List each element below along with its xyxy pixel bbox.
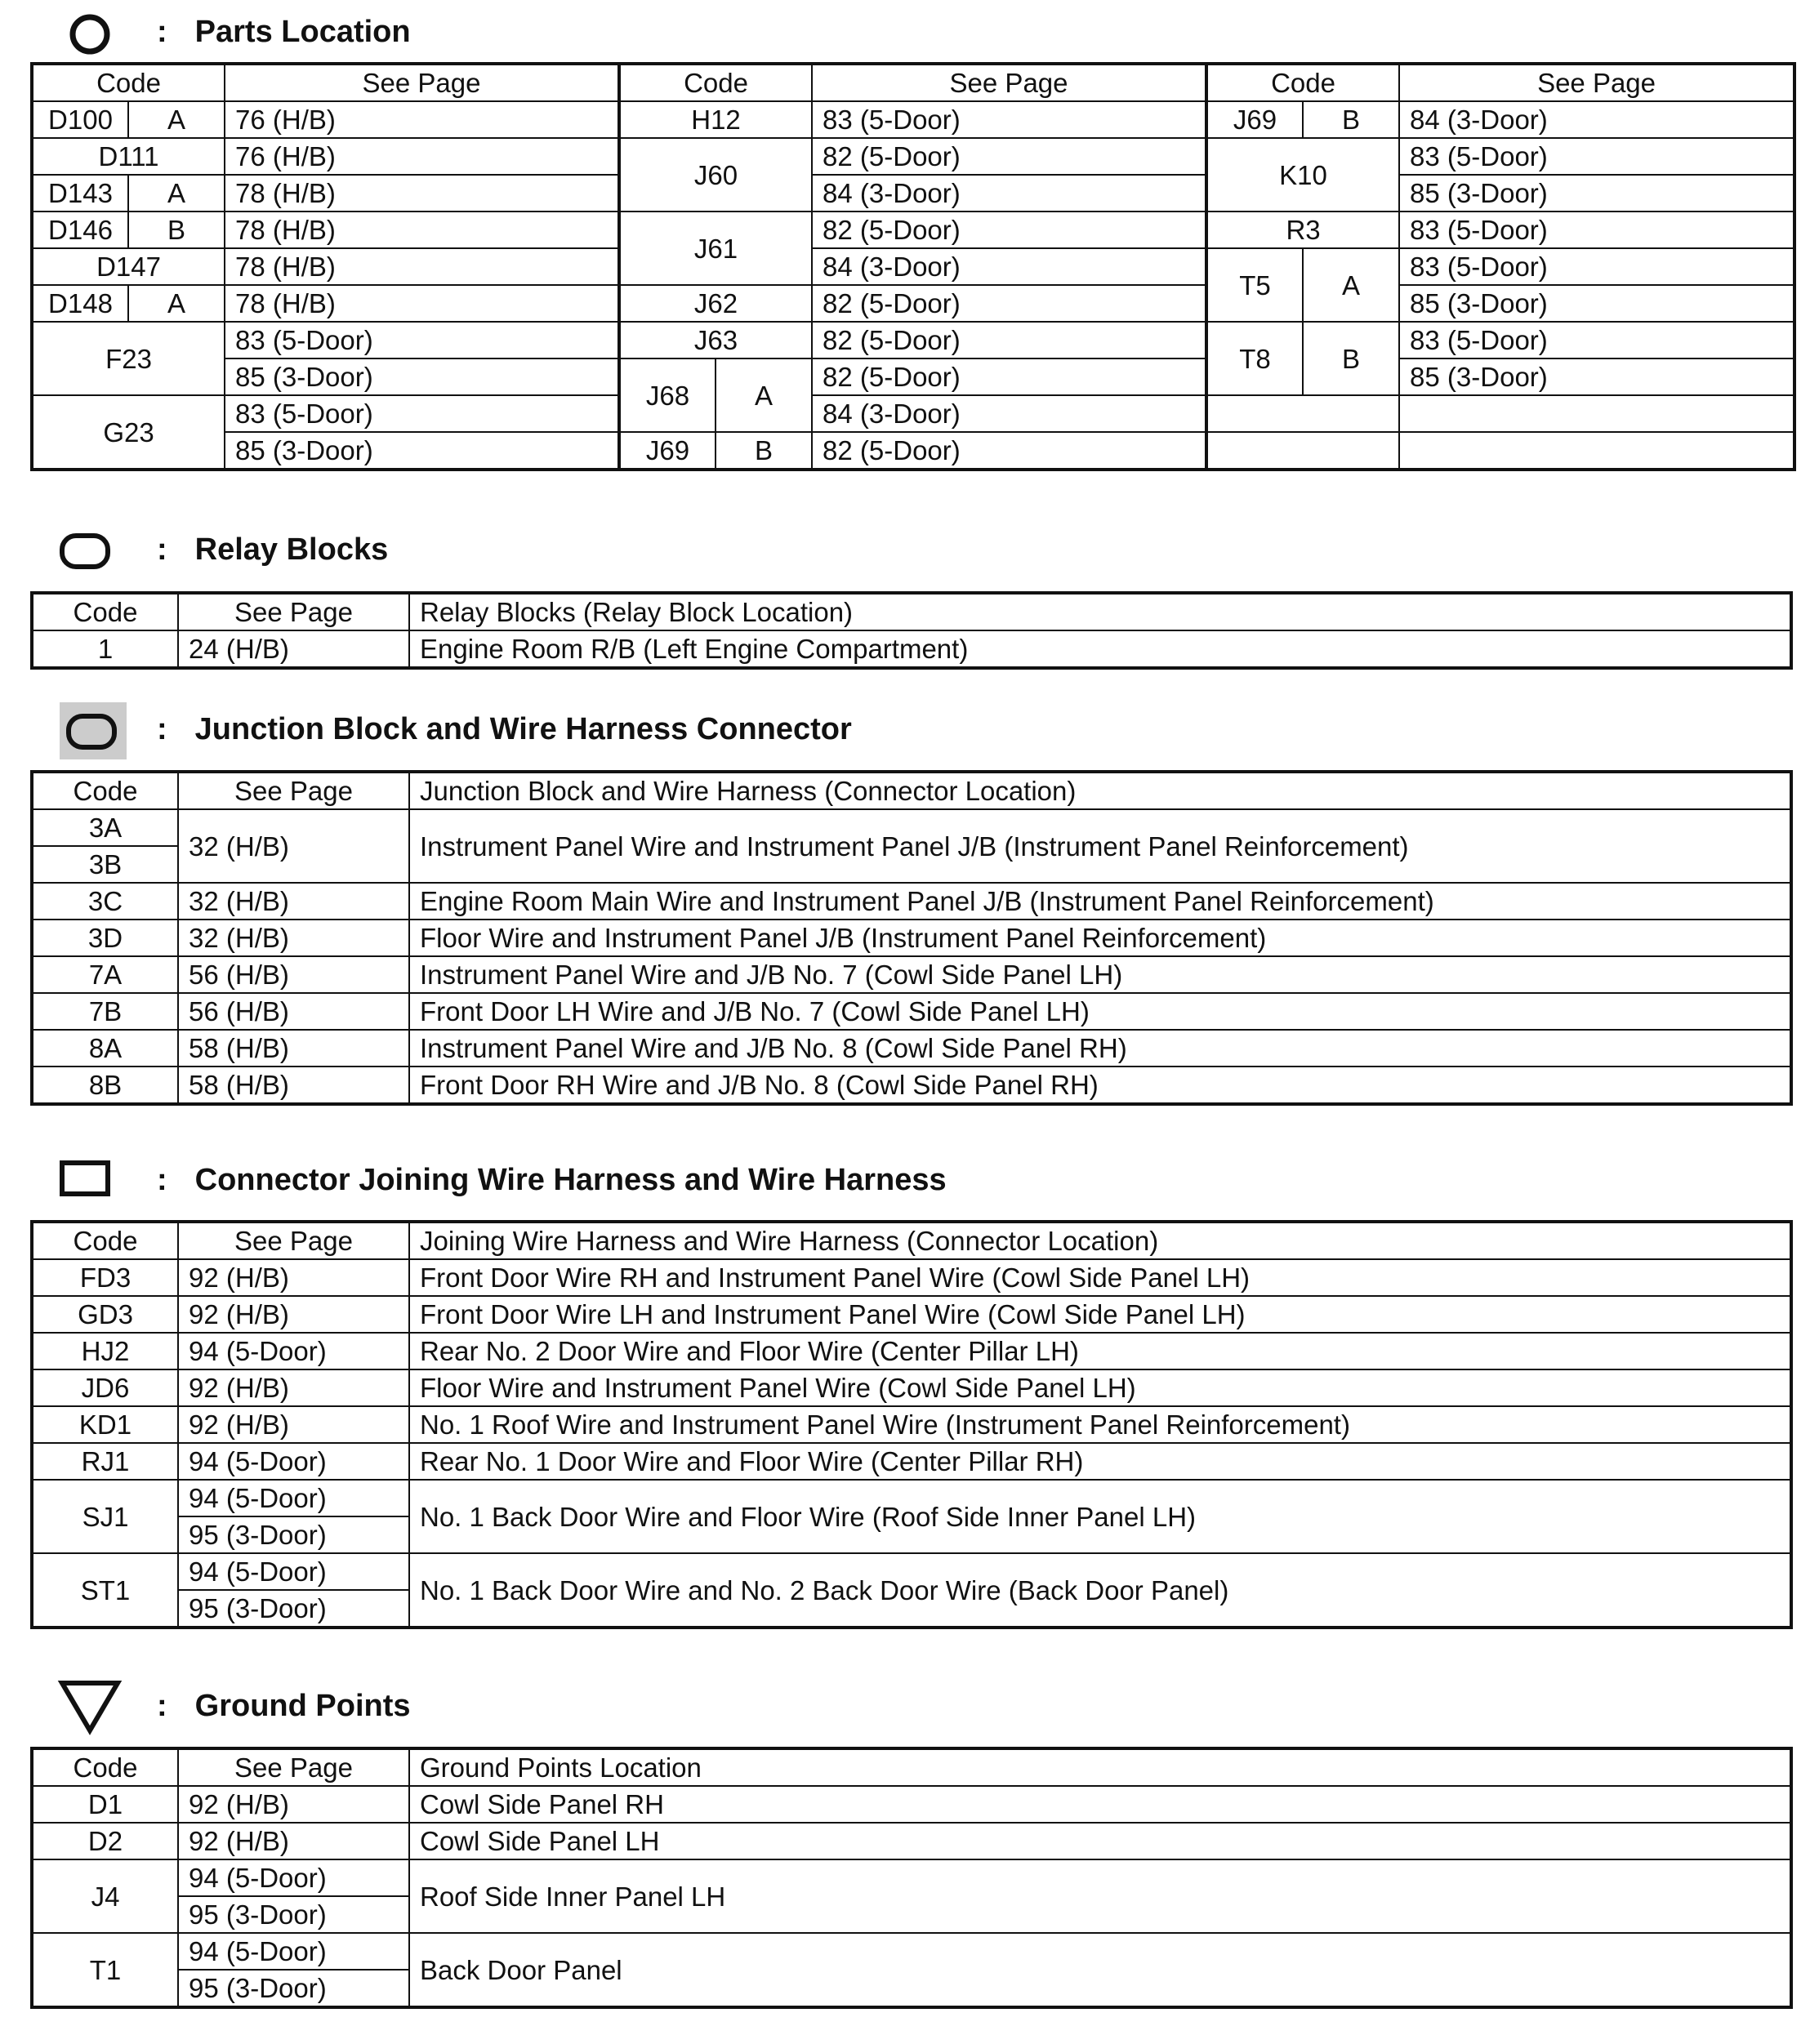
table-row — [32, 920, 1791, 956]
page-cell: 94 (5-Door) — [178, 1443, 409, 1480]
parts-location-table — [30, 62, 1796, 471]
column-header-location: Relay Blocks (Relay Block Location) — [409, 593, 1791, 630]
connector-joining-table — [30, 1220, 1793, 1629]
page-cell: 32 (H/B) — [178, 809, 409, 883]
location-cell: Instrument Panel Wire and Instrument Panel J/B (Instrument Panel Reinforcement) — [409, 809, 1791, 883]
page-cell: 94 (5-Door) — [178, 1480, 409, 1516]
table-row — [32, 1259, 1791, 1296]
location-cell: Engine Room Main Wire and Instrument Panel J/B (Instrument Panel Reinforcement) — [409, 883, 1791, 920]
table-row — [32, 1333, 1791, 1369]
page-cell: 92 (H/B) — [178, 1369, 409, 1406]
column-header-see-page: See Page — [1399, 64, 1794, 101]
code-cell: J69 — [619, 432, 716, 470]
sub-code-cell: B — [1303, 101, 1399, 138]
code-cell: D147 — [32, 248, 225, 285]
page-cell: 92 (H/B) — [178, 1259, 409, 1296]
code-cell: HJ2 — [32, 1333, 178, 1369]
code-cell: H12 — [619, 101, 812, 138]
column-header-see-page: See Page — [178, 1748, 409, 1786]
sub-code-cell: B — [128, 212, 225, 248]
table-row — [32, 1030, 1791, 1067]
section-title-relay-blocks: : Relay Blocks — [157, 532, 389, 567]
page-cell: 85 (3-Door) — [1399, 175, 1794, 212]
empty-cell — [1399, 395, 1794, 432]
sub-code-cell: A — [128, 175, 225, 212]
column-header-code: Code — [32, 772, 178, 809]
code-cell: J69 — [1206, 101, 1303, 138]
table-row — [32, 138, 1794, 175]
page-cell: 82 (5-Door) — [812, 138, 1206, 175]
location-cell: Floor Wire and Instrument Panel J/B (Instrument Panel Reinforcement) — [409, 920, 1791, 956]
sub-code-cell: A — [716, 358, 812, 432]
section-title-parts-location: : Parts Location — [157, 15, 411, 49]
column-header-see-page: See Page — [178, 593, 409, 630]
code-cell: 3A — [32, 809, 178, 846]
table-row — [32, 1859, 1791, 1896]
location-cell: Rear No. 1 Door Wire and Floor Wire (Center Pillar RH) — [409, 1443, 1791, 1480]
code-cell: 1 — [32, 630, 178, 668]
location-cell: No. 1 Back Door Wire and No. 2 Back Door Wire (Back Door Panel) — [409, 1553, 1791, 1628]
junction-block-table — [30, 770, 1793, 1106]
column-header-code: Code — [32, 64, 225, 101]
sub-code-cell: A — [128, 285, 225, 322]
triangle-ground-icon — [57, 1678, 123, 1737]
table-row — [32, 1480, 1791, 1516]
ground-points-table — [30, 1747, 1793, 2009]
code-cell: ST1 — [32, 1553, 178, 1628]
table-row — [32, 1296, 1791, 1333]
page-cell: 82 (5-Door) — [812, 285, 1206, 322]
page-cell: 85 (3-Door) — [1399, 285, 1794, 322]
table-row — [32, 1406, 1791, 1443]
location-cell: Floor Wire and Instrument Panel Wire (Cowl Side Panel LH) — [409, 1369, 1791, 1406]
code-cell: JD6 — [32, 1369, 178, 1406]
code-cell: T8 — [1206, 322, 1303, 395]
page-cell: 92 (H/B) — [178, 1823, 409, 1859]
table-row — [32, 993, 1791, 1030]
table-row — [32, 883, 1791, 920]
table-row — [32, 212, 1794, 248]
table-row — [32, 1553, 1791, 1590]
location-cell: Instrument Panel Wire and J/B No. 8 (Cowl Side Panel RH) — [409, 1030, 1791, 1067]
page-cell: 56 (H/B) — [178, 993, 409, 1030]
page-cell: 95 (3-Door) — [178, 1896, 409, 1933]
page-cell: 78 (H/B) — [225, 285, 619, 322]
code-cell: T1 — [32, 1933, 178, 2007]
table-row — [32, 358, 1794, 395]
page-cell: 83 (5-Door) — [1399, 212, 1794, 248]
page-cell: 85 (3-Door) — [225, 358, 619, 395]
location-cell: Engine Room R/B (Left Engine Compartment) — [409, 630, 1791, 668]
page-cell: 58 (H/B) — [178, 1067, 409, 1104]
empty-cell — [1206, 432, 1399, 470]
location-cell: Cowl Side Panel LH — [409, 1823, 1791, 1859]
page-cell: 92 (H/B) — [178, 1296, 409, 1333]
code-cell: 3D — [32, 920, 178, 956]
page-cell: 83 (5-Door) — [1399, 322, 1794, 358]
page-cell: 95 (3-Door) — [178, 1970, 409, 2007]
sub-code-cell: B — [716, 432, 812, 470]
page-cell: 78 (H/B) — [225, 248, 619, 285]
code-cell: J62 — [619, 285, 812, 322]
table-header-row — [32, 64, 1794, 101]
square-connector-icon — [59, 1160, 113, 1197]
page-cell: 94 (5-Door) — [178, 1933, 409, 1970]
page-cell: 94 (5-Door) — [178, 1333, 409, 1369]
location-cell: Front Door Wire LH and Instrument Panel Wire (Cowl Side Panel LH) — [409, 1296, 1791, 1333]
code-cell: D111 — [32, 138, 225, 175]
page-cell: 83 (5-Door) — [812, 101, 1206, 138]
column-header-location: Joining Wire Harness and Wire Harness (Connector Location) — [409, 1222, 1791, 1259]
table-row — [32, 395, 1794, 432]
page-cell: 82 (5-Door) — [812, 358, 1206, 395]
code-cell: K10 — [1206, 138, 1399, 212]
code-cell: 3C — [32, 883, 178, 920]
empty-cell — [1399, 432, 1794, 470]
page-cell: 32 (H/B) — [178, 920, 409, 956]
column-header-see-page: See Page — [225, 64, 619, 101]
table-row — [32, 1823, 1791, 1859]
code-cell: 8B — [32, 1067, 178, 1104]
page-cell: 58 (H/B) — [178, 1030, 409, 1067]
code-cell: T5 — [1206, 248, 1303, 322]
location-cell: Cowl Side Panel RH — [409, 1786, 1791, 1823]
shaded-junction-block-icon — [60, 702, 127, 759]
page-cell: 76 (H/B) — [225, 138, 619, 175]
table-row — [32, 285, 1794, 322]
location-cell: Instrument Panel Wire and J/B No. 7 (Cowl Side Panel LH) — [409, 956, 1791, 993]
circle-icon — [67, 11, 113, 57]
column-header-code: Code — [32, 1748, 178, 1786]
page-cell: 95 (3-Door) — [178, 1590, 409, 1628]
code-cell: 7B — [32, 993, 178, 1030]
sub-code-cell: A — [1303, 248, 1399, 322]
table-row — [32, 1443, 1791, 1480]
table-row — [32, 1067, 1791, 1104]
page-cell: 94 (5-Door) — [178, 1553, 409, 1590]
page-cell: 82 (5-Door) — [812, 432, 1206, 470]
empty-cell — [1206, 395, 1399, 432]
page-cell: 85 (3-Door) — [225, 432, 619, 470]
table-row — [32, 809, 1791, 846]
table-row — [32, 101, 1794, 138]
code-cell: GD3 — [32, 1296, 178, 1333]
code-cell: D1 — [32, 1786, 178, 1823]
column-header-see-page: See Page — [178, 772, 409, 809]
code-cell: J60 — [619, 138, 812, 212]
table-header-row — [32, 593, 1791, 630]
location-cell: Rear No. 2 Door Wire and Floor Wire (Center Pillar LH) — [409, 1333, 1791, 1369]
code-cell: J68 — [619, 358, 716, 432]
code-cell: KD1 — [32, 1406, 178, 1443]
section-title-connector-joining: : Connector Joining Wire Harness and Wire Harness — [157, 1163, 947, 1197]
location-cell: Back Door Panel — [409, 1933, 1791, 2007]
code-cell: 8A — [32, 1030, 178, 1067]
page-cell: 82 (5-Door) — [812, 322, 1206, 358]
page-cell: 78 (H/B) — [225, 212, 619, 248]
section-title-ground-points: : Ground Points — [157, 1689, 411, 1723]
location-cell: Front Door LH Wire and J/B No. 7 (Cowl Side Panel LH) — [409, 993, 1791, 1030]
page-cell: 84 (3-Door) — [812, 248, 1206, 285]
table-row — [32, 1369, 1791, 1406]
code-cell: 3B — [32, 846, 178, 883]
page-cell: 32 (H/B) — [178, 883, 409, 920]
location-cell: No. 1 Back Door Wire and Floor Wire (Roof Side Inner Panel LH) — [409, 1480, 1791, 1553]
code-cell: D2 — [32, 1823, 178, 1859]
code-cell: FD3 — [32, 1259, 178, 1296]
sub-code-cell: B — [1303, 322, 1399, 395]
column-header-code: Code — [32, 593, 178, 630]
column-header-location: Ground Points Location — [409, 1748, 1791, 1786]
location-cell: Roof Side Inner Panel LH — [409, 1859, 1791, 1933]
page-cell: 76 (H/B) — [225, 101, 619, 138]
table-row — [32, 1786, 1791, 1823]
page-cell: 92 (H/B) — [178, 1406, 409, 1443]
table-header-row — [32, 1748, 1791, 1786]
code-cell: R3 — [1206, 212, 1399, 248]
page-cell: 95 (3-Door) — [178, 1516, 409, 1553]
code-cell: D100 — [32, 101, 128, 138]
page-cell: 83 (5-Door) — [225, 322, 619, 358]
page-cell: 56 (H/B) — [178, 956, 409, 993]
section-title-junction-block: : Junction Block and Wire Harness Connector — [157, 712, 852, 746]
sub-code-cell: A — [128, 101, 225, 138]
column-header-see-page: See Page — [812, 64, 1206, 101]
column-header-code: Code — [32, 1222, 178, 1259]
relay-blocks-table — [30, 591, 1793, 670]
code-cell: G23 — [32, 395, 225, 470]
code-cell: J63 — [619, 322, 812, 358]
table-row — [32, 630, 1791, 668]
page-cell: 84 (3-Door) — [1399, 101, 1794, 138]
page-cell: 84 (3-Door) — [812, 395, 1206, 432]
code-cell: RJ1 — [32, 1443, 178, 1480]
page-cell: 94 (5-Door) — [178, 1859, 409, 1896]
page-cell: 24 (H/B) — [178, 630, 409, 668]
table-header-row — [32, 772, 1791, 809]
rounded-rect-relay-icon — [59, 532, 113, 570]
table-row — [32, 175, 1794, 212]
column-header-see-page: See Page — [178, 1222, 409, 1259]
table-header-row — [32, 1222, 1791, 1259]
table-row — [32, 1933, 1791, 1970]
code-cell: D146 — [32, 212, 128, 248]
table-row — [32, 956, 1791, 993]
page-cell: 83 (5-Door) — [1399, 138, 1794, 175]
page-cell: 92 (H/B) — [178, 1786, 409, 1823]
code-cell: J61 — [619, 212, 812, 285]
location-cell: Front Door Wire RH and Instrument Panel Wire (Cowl Side Panel LH) — [409, 1259, 1791, 1296]
location-cell: Front Door RH Wire and J/B No. 8 (Cowl Side Panel RH) — [409, 1067, 1791, 1104]
code-cell: D143 — [32, 175, 128, 212]
page-cell: 84 (3-Door) — [812, 175, 1206, 212]
table-row — [32, 322, 1794, 358]
code-cell: SJ1 — [32, 1480, 178, 1553]
page-cell: 83 (5-Door) — [225, 395, 619, 432]
page-cell: 78 (H/B) — [225, 175, 619, 212]
table-row — [32, 248, 1794, 285]
table-row — [32, 432, 1794, 470]
code-cell: F23 — [32, 322, 225, 395]
code-cell: 7A — [32, 956, 178, 993]
page-cell: 83 (5-Door) — [1399, 248, 1794, 285]
column-header-code: Code — [1206, 64, 1399, 101]
column-header-location: Junction Block and Wire Harness (Connector Location) — [409, 772, 1791, 809]
code-cell: D148 — [32, 285, 128, 322]
location-cell: No. 1 Roof Wire and Instrument Panel Wire (Instrument Panel Reinforcement) — [409, 1406, 1791, 1443]
column-header-code: Code — [619, 64, 812, 101]
page-cell: 82 (5-Door) — [812, 212, 1206, 248]
page-cell: 85 (3-Door) — [1399, 358, 1794, 395]
code-cell: J4 — [32, 1859, 178, 1933]
